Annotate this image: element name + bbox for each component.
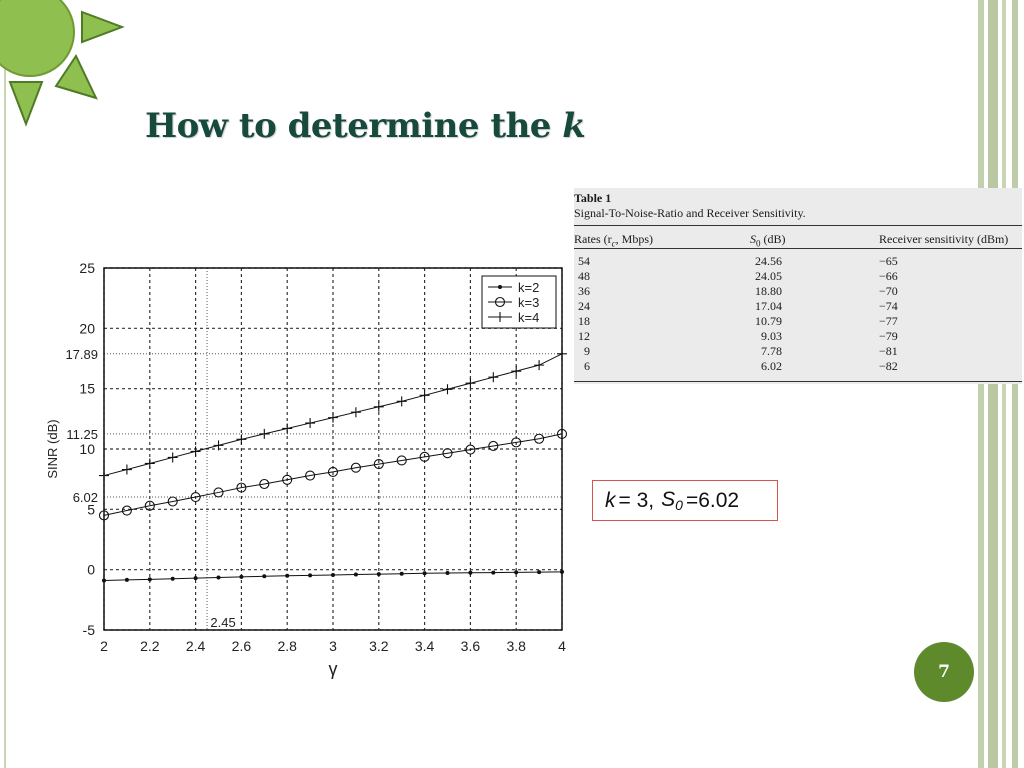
cell-rate: 18	[578, 314, 590, 328]
data-point	[125, 578, 129, 582]
data-point	[239, 575, 243, 579]
data-point	[331, 573, 335, 577]
data-point	[148, 577, 152, 581]
table-row	[574, 254, 1022, 269]
table-row	[574, 284, 1022, 299]
x-axis-label: γ	[328, 659, 338, 679]
cell-sensitivity: −79	[879, 329, 898, 343]
x-tick-label: 3.8	[506, 638, 526, 654]
data-point	[168, 452, 178, 462]
data-point	[468, 571, 472, 575]
data-point	[236, 434, 246, 444]
x-tick-label: 2.4	[185, 638, 206, 654]
callout-k: k	[605, 488, 616, 512]
cell-sensitivity: −66	[879, 269, 898, 283]
cell-sensitivity: −74	[879, 299, 898, 313]
title-variable: k	[562, 106, 586, 146]
cell-s0: 17.04	[755, 299, 782, 313]
data-point	[534, 360, 544, 370]
cell-s0: 10.79	[755, 314, 782, 328]
data-point	[354, 572, 358, 576]
callout-s-eq: =6.02	[685, 488, 740, 512]
annotation-label: 6.02	[72, 490, 98, 506]
cell-sensitivity: −82	[879, 359, 898, 373]
sinr-chart	[40, 250, 580, 695]
cell-rate: 24	[578, 299, 590, 313]
x-tick-label: 2.6	[231, 638, 252, 654]
callout-k-eq: = 3,	[618, 488, 655, 512]
table-caption-text: Signal-To-Noise-Ratio and Receiver Sensitivity.	[574, 206, 806, 220]
data-point	[262, 574, 266, 578]
data-point	[498, 285, 502, 289]
header-sensitivity: Receiver sensitivity (dBm)	[879, 232, 1009, 246]
data-point	[465, 378, 475, 388]
header-rates: Rates ($r_c$, Mbps)	[574, 232, 653, 249]
data-point	[328, 413, 338, 423]
right-stripe-4	[1012, 0, 1018, 768]
y-tick-label: 15	[79, 380, 95, 397]
data-point	[102, 579, 106, 583]
data-point	[557, 349, 567, 359]
data-point	[282, 423, 292, 433]
data-point	[560, 570, 564, 574]
x-tick-label: 2.2	[140, 638, 160, 654]
cell-sensitivity: −77	[879, 314, 898, 328]
cell-rate: 54	[578, 254, 590, 268]
data-point	[259, 429, 269, 439]
data-point	[305, 418, 315, 428]
data-point	[420, 390, 430, 400]
table-bottom-rule	[574, 381, 1022, 382]
data-point	[217, 576, 221, 580]
page-number-badge	[914, 642, 974, 702]
right-stripe-3	[1002, 0, 1006, 768]
data-point	[374, 402, 384, 412]
data-point	[443, 384, 453, 394]
data-point	[194, 576, 198, 580]
table-row	[574, 299, 1022, 314]
cell-rate: 36	[578, 284, 590, 298]
data-point	[99, 471, 109, 481]
x-tick-label: 2.8	[277, 638, 297, 654]
result-callout	[592, 480, 778, 521]
cell-sensitivity: −81	[879, 344, 898, 358]
x-tick-label: 3	[329, 638, 337, 654]
x-tick-label: 2	[100, 638, 108, 654]
chart-svg	[40, 250, 580, 690]
x-tick-label: 3.2	[369, 638, 389, 654]
table-body	[574, 254, 1022, 374]
y-tick-label: -5	[82, 622, 95, 638]
y-axis-label: SINR (dB)	[45, 419, 60, 479]
right-stripe-2	[988, 0, 998, 768]
x-tick-label: 3.4	[414, 638, 435, 654]
y-tick-label: 10	[79, 441, 95, 457]
table-row	[574, 269, 1022, 284]
legend-label: k=4	[518, 310, 540, 325]
cell-s0: 18.80	[755, 284, 782, 298]
snr-table-panel	[574, 188, 1022, 384]
data-point	[400, 572, 404, 576]
x-tick-label: 3.6	[460, 638, 481, 654]
cell-sensitivity: −70	[879, 284, 898, 298]
cell-rate: 12	[578, 329, 590, 343]
y-tick-label: 0	[87, 561, 95, 578]
cell-rate: 6	[584, 359, 590, 373]
sun-decoration-icon	[0, 0, 130, 130]
data-point	[351, 407, 361, 417]
header-s0: $S_0$ (dB)	[750, 232, 786, 249]
data-point	[377, 572, 381, 576]
cell-s0: 24.56	[755, 254, 782, 268]
cell-s0: 9.03	[761, 329, 782, 343]
annotation-label: 11.25	[66, 426, 98, 442]
table-row	[574, 329, 1022, 344]
annotation-label: 2.45	[210, 615, 236, 630]
table-caption-title: Table 1	[574, 191, 612, 205]
x-tick-label: 4	[558, 638, 566, 654]
y-tick-label: 25	[79, 260, 95, 276]
cell-s0: 6.02	[761, 359, 782, 373]
cell-sensitivity: −65	[879, 254, 898, 268]
data-point	[511, 366, 521, 376]
data-point	[171, 577, 175, 581]
data-point	[145, 458, 155, 468]
cell-s0: 7.78	[761, 344, 782, 358]
data-point	[308, 573, 312, 577]
data-point	[488, 372, 498, 382]
slide-title	[145, 106, 585, 146]
table-top-rule	[574, 225, 1022, 226]
data-point	[423, 571, 427, 575]
data-point	[122, 465, 132, 475]
right-stripe-1	[978, 0, 984, 768]
legend-label: k=2	[518, 280, 540, 295]
cell-rate: 48	[578, 269, 590, 283]
data-point	[537, 570, 541, 574]
callout-s: S	[661, 488, 676, 511]
data-point	[491, 571, 495, 575]
title-text: How to determine the	[145, 106, 563, 146]
table-row	[574, 359, 1022, 374]
callout-s-sub: 0	[675, 497, 683, 513]
annotation-label: 17.89	[65, 346, 98, 362]
cell-rate: 9	[584, 344, 590, 358]
y-tick-label: 20	[79, 320, 95, 337]
data-point	[397, 396, 407, 406]
data-point	[514, 570, 518, 574]
y-tick-label: 5	[87, 501, 95, 518]
data-point	[285, 574, 289, 578]
table-header-rule	[574, 248, 1022, 249]
table-row	[574, 344, 1022, 359]
page-number: 7	[938, 662, 950, 682]
legend-label: k=3	[518, 295, 540, 310]
data-point	[191, 446, 201, 456]
data-point	[446, 571, 450, 575]
cell-s0: 24.05	[755, 269, 782, 283]
table-row	[574, 314, 1022, 329]
